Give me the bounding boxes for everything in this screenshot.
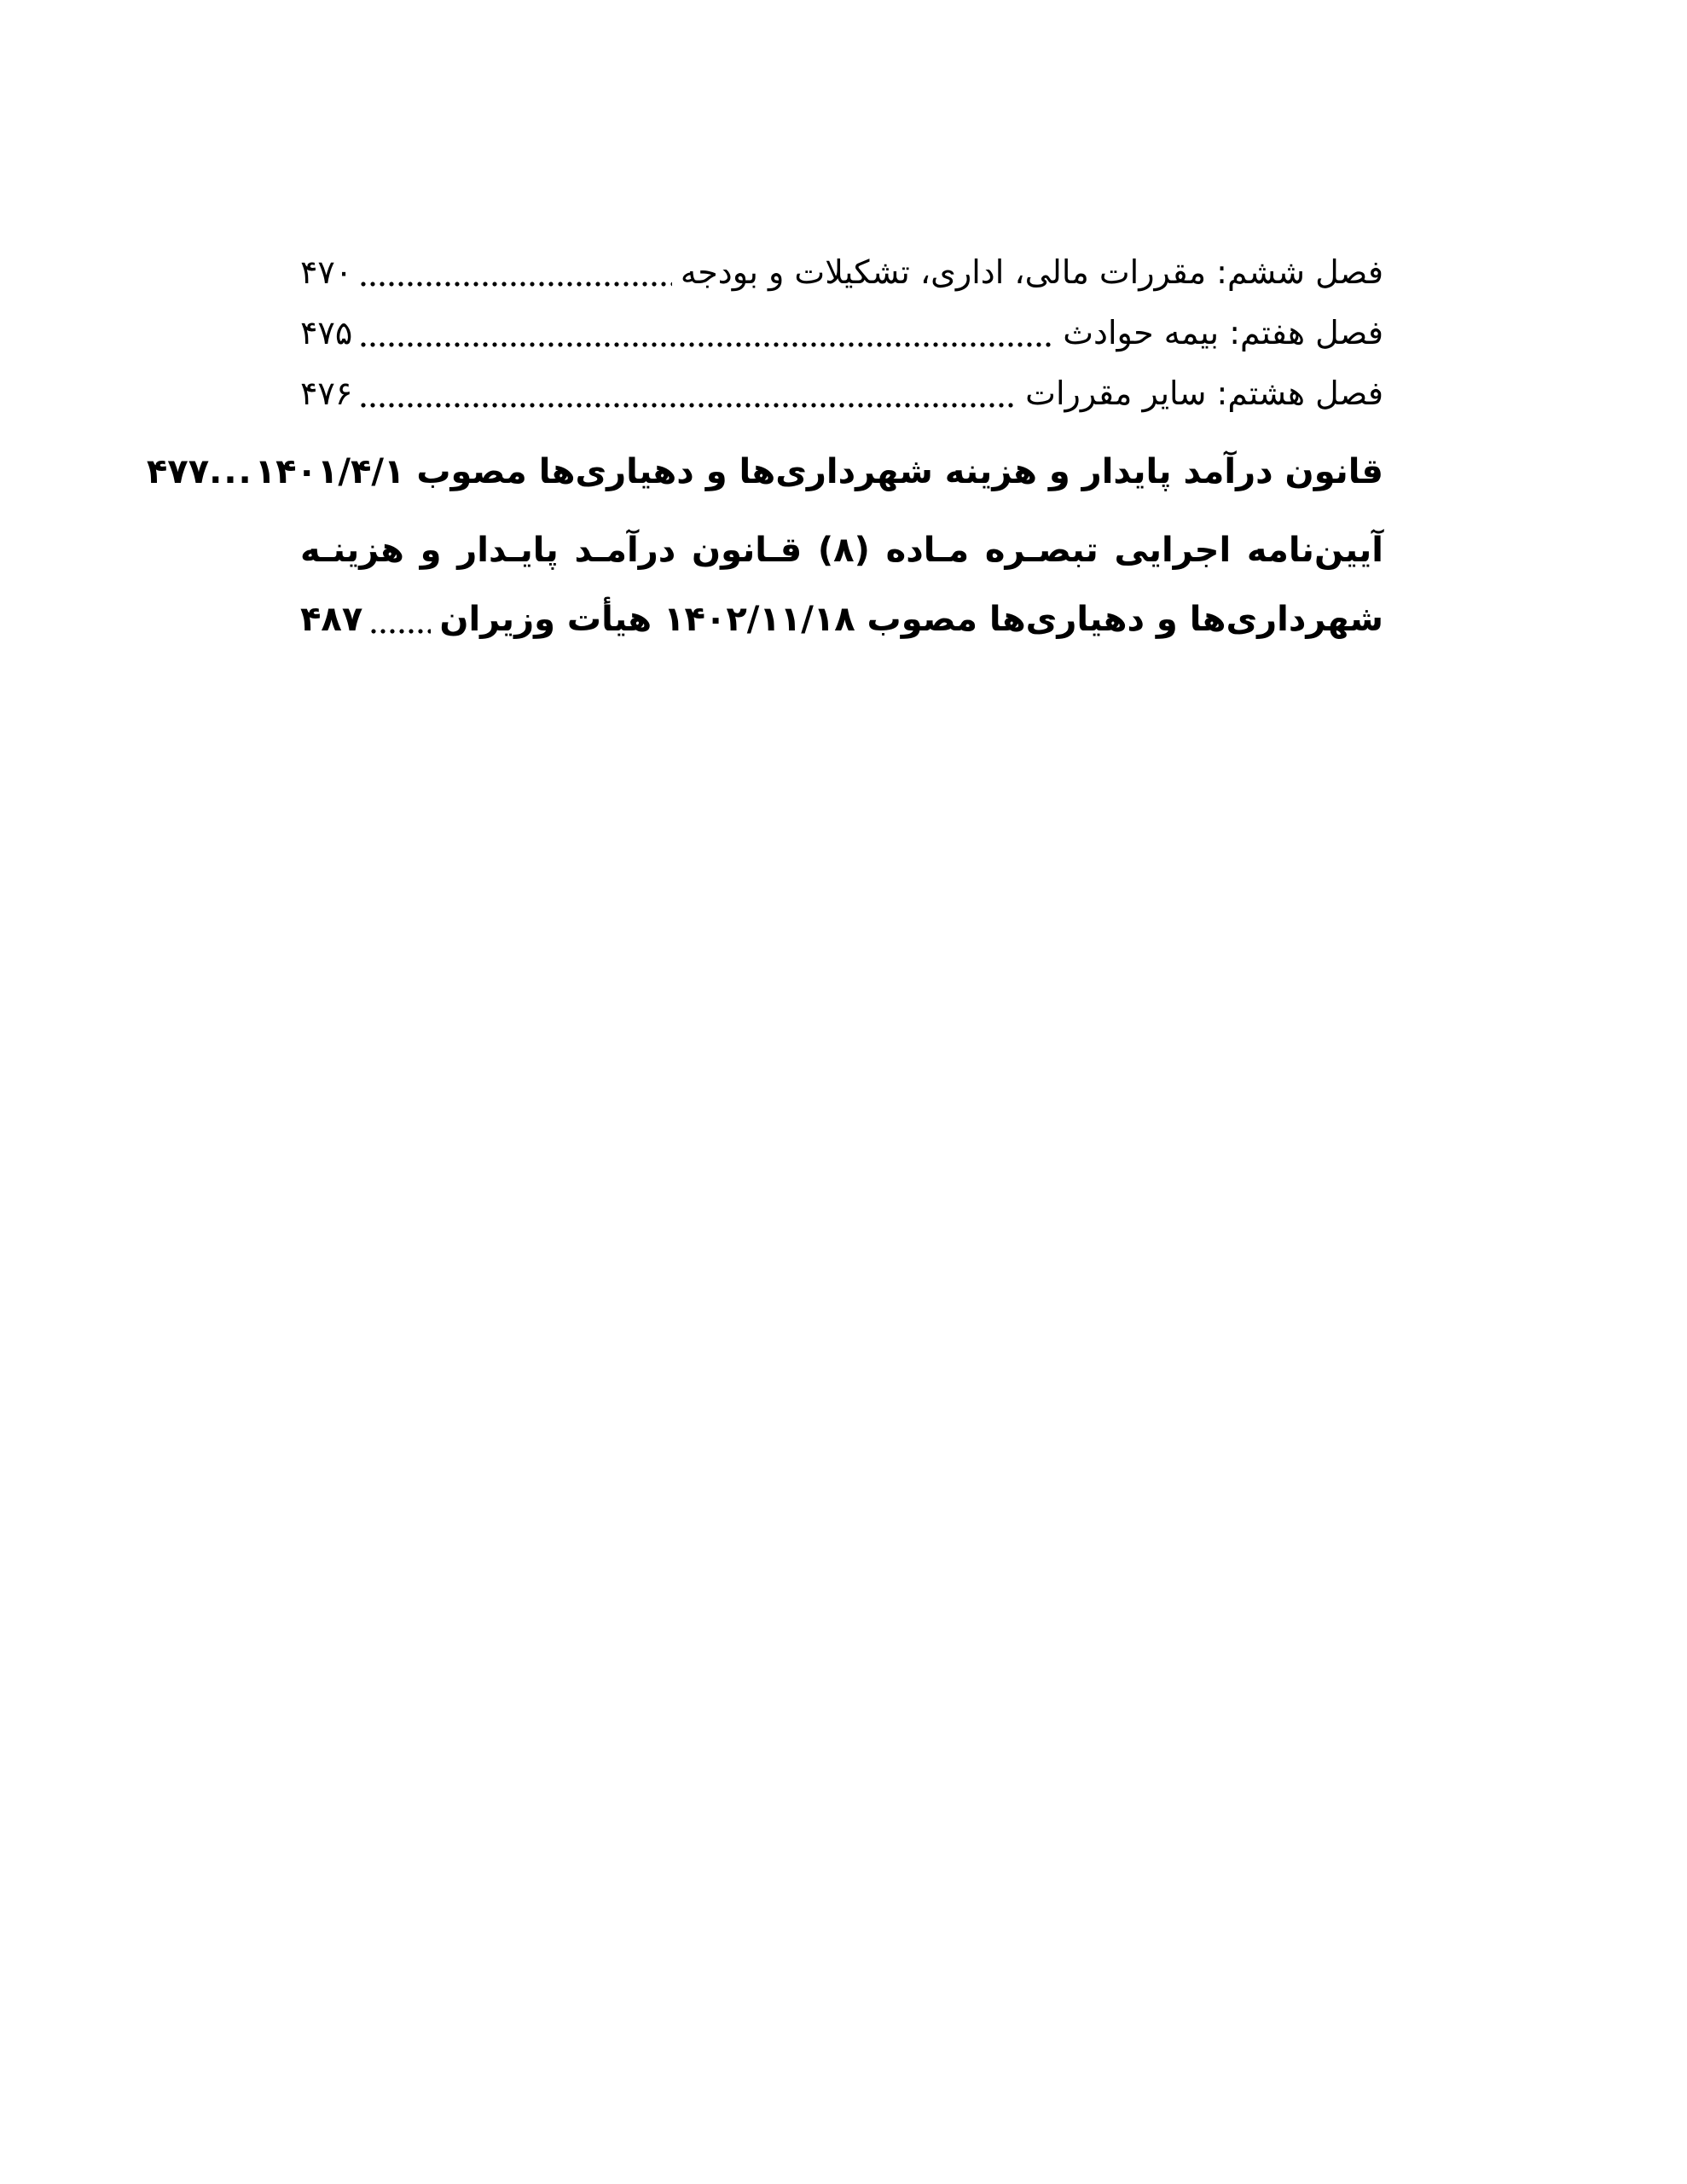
toc-entry-law-sustainable-income [146,447,1383,497]
toc-entry-title: آیین‌نامه اجرایی تبصـره مـاده (۸) قـانون درآمـد پایـدار و هزینـه [300,531,1384,570]
toc-entry-title: فصل هفتم: بیمه حوادث [1063,314,1383,351]
toc-entry-page-number: ۴۸۷ [300,600,363,639]
toc-entry-title: قانون درآمد پایدار و هزینه شهرداری‌ها و دهیاری‌ها مصوب ۱۴۰۱/۴/۱ [254,452,1383,491]
toc-entry-title: شهرداری‌ها و دهیاری‌ها مصوب ۱۴۰۲/۱۱/۱۸ هیأت وزیران [439,600,1383,639]
dotted-leader [361,282,672,287]
dotted-leader [361,342,1054,347]
toc-entry-chapter-7 [300,310,1383,356]
toc-entry-chapter-6 [300,249,1383,295]
toc-entry-page-number: ۴۷۶ [300,375,353,412]
ellipsis-leader: ... [209,452,253,491]
toc-entry-page-number: ۴۷۷ [146,452,210,491]
dotted-leader [361,403,1017,408]
toc-entry-title: فصل هشتم: سایر مقررات [1025,375,1383,412]
toc-entry-bylaw-line-1 [300,531,1383,580]
dotted-leader [371,629,431,634]
toc-entry-bylaw-line-2 [300,595,1383,644]
toc-entry-page-number: ۴۷۵ [300,314,353,351]
table-of-contents [146,249,1384,644]
toc-entry-chapter-8 [300,370,1383,416]
toc-entry-title: فصل ششم: مقررات مالی، اداری، تشکیلات و بودجه [680,253,1383,291]
toc-entry-page-number: ۴۷۰ [300,253,353,291]
